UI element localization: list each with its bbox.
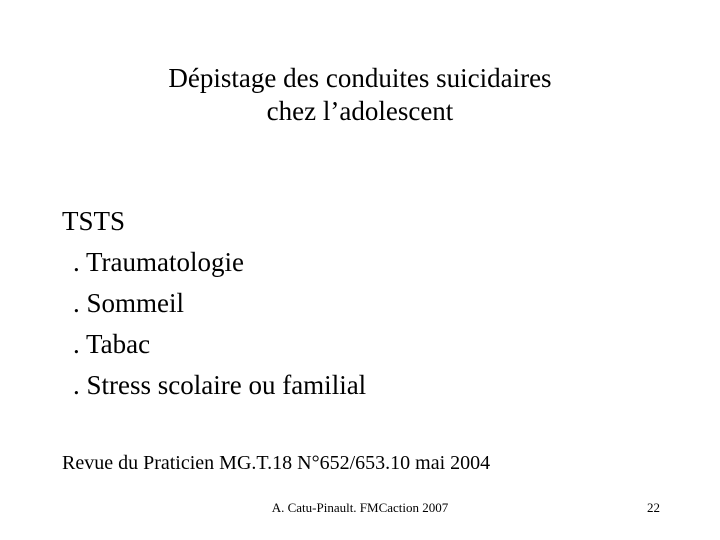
list-item-traumatologie: . Traumatologie (73, 247, 245, 277)
list-item-stress: . Stress scolaire ou familial (73, 370, 367, 400)
list-item-sommeil: . Sommeil (73, 288, 185, 318)
list-item-tabac: . Tabac (73, 329, 151, 359)
slide-title (0, 62, 720, 128)
slide-title-line-1: Dépistage des conduites suicidaires (168, 63, 552, 93)
slide-title-line-2: chez l’adolescent (266, 96, 454, 126)
reference-citation: Revue du Praticien MG.T.18 N°652/653.10 mai 2004 (62, 452, 491, 474)
list-heading: TSTS (62, 206, 126, 236)
footer-author: A. Catu-Pinault. FMCaction 2007 (271, 500, 449, 515)
bullet-list (62, 201, 366, 406)
page-number: 22 (647, 500, 660, 515)
